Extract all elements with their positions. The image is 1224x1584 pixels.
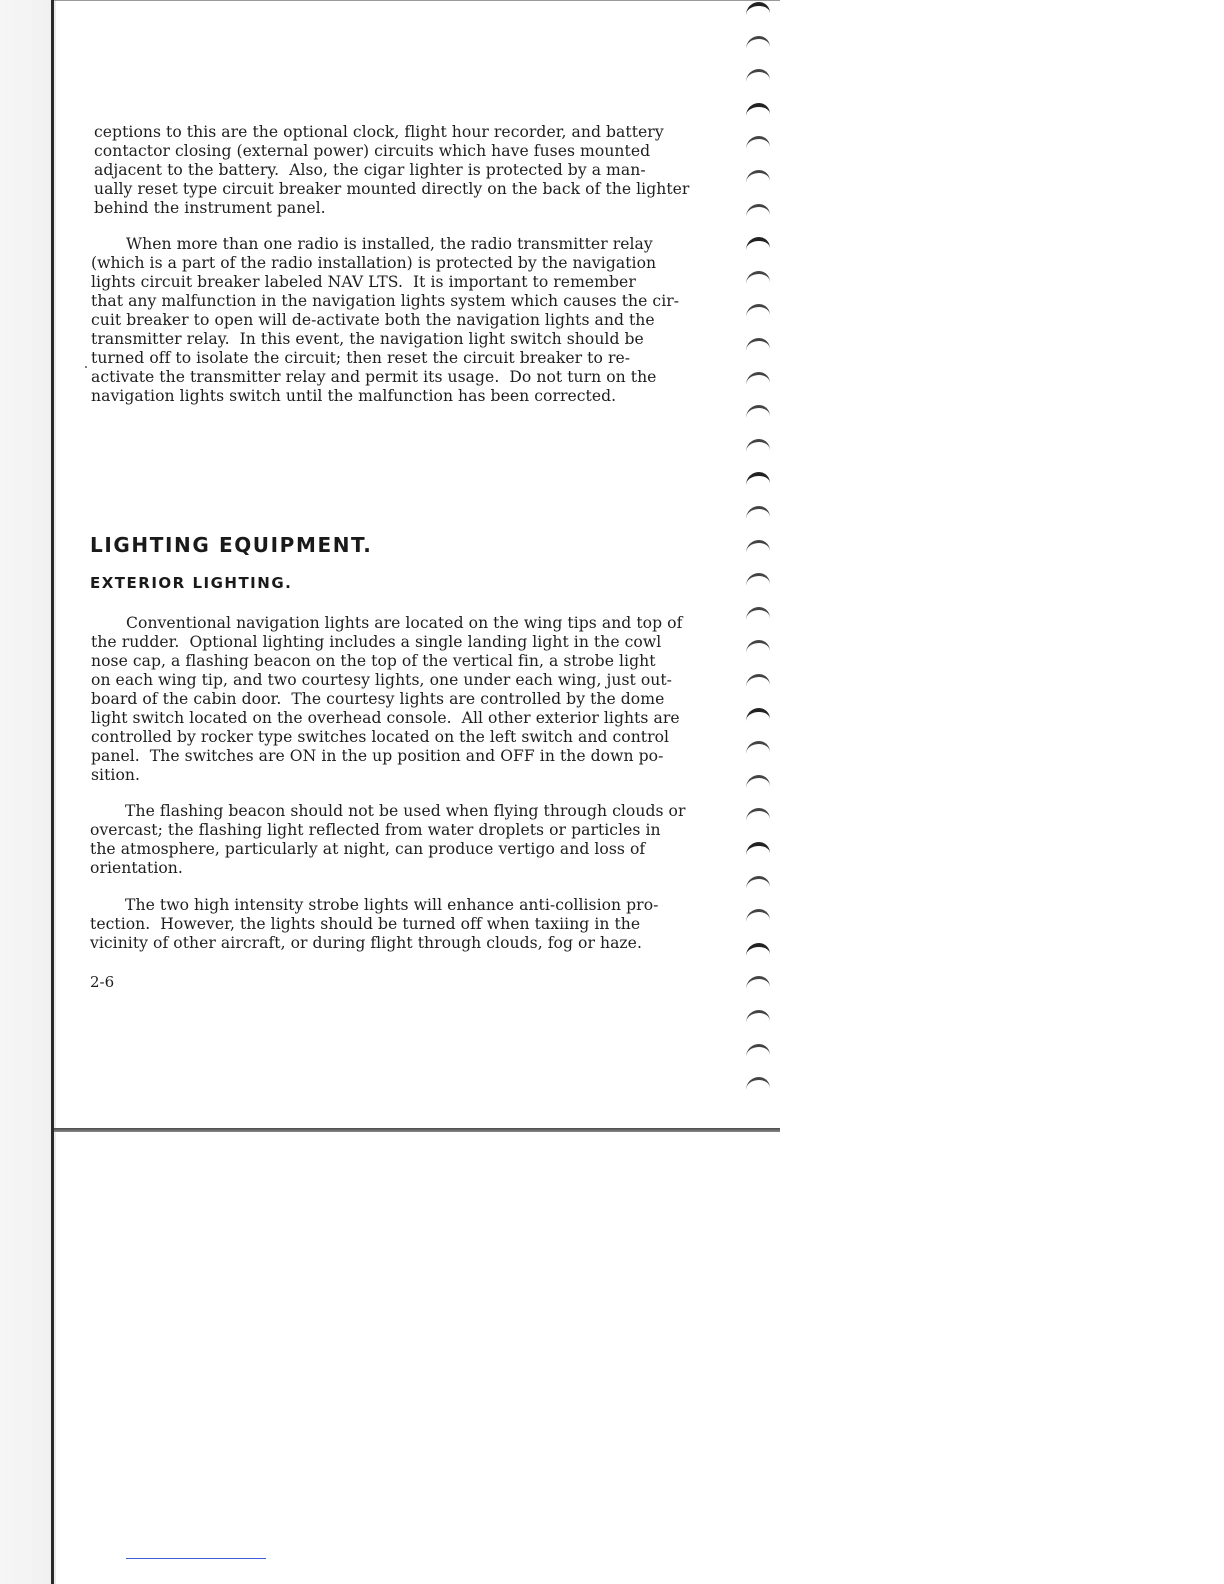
binding-ring [746,372,770,385]
spiral-binding [746,0,776,1120]
binding-ring [746,573,770,586]
paragraph-strobe-lights: The two high intensity strobe lights will enhance anti-collision pro- tection. However, the lights should be turned off when taxiing in the vicinity of other aircraft, or during flight through clouds, fog or haze. [90,896,659,952]
binding-ring [746,405,770,418]
binding-ring [746,741,770,754]
binding-ring [746,540,770,553]
binding-ring [746,271,770,284]
binding-ring [746,607,770,620]
paragraph-circuit-exceptions: ceptions to this are the optional clock, flight hour recorder, and battery contactor closing (external power) circuits which have fuses mounted adjacent to the battery. Also, the cigar lighter is protected by a man- ually reset type circuit breaker mounted directly on the back of the lighter behind the instrument panel. [94,123,690,217]
binding-ring [746,304,770,317]
binding-ring [746,69,770,82]
binding-ring [746,439,770,452]
stray-ink-mark [85,366,87,368]
binding-ring [746,976,770,989]
binding-ring [746,136,770,149]
binding-ring [746,1010,770,1023]
binding-ring [746,237,770,251]
page-top-edge [54,0,780,1]
binding-ring [746,775,770,788]
binding-ring [746,472,770,486]
binding-ring [746,842,770,856]
binding-ring [746,808,770,821]
paragraph-transmitter-relay: When more than one radio is installed, the radio transmitter relay (which is a part of the radio installation) is protected by the navigation lights circuit breaker labeled NAV LTS. It is important to remember that any malfunction in the navigation lights system which causes the cir- cuit breaker to open will de-activate both the navigation lights and the transmitter relay. In this event, the navigation light switch should be turned off to isolate the circuit; then reset the circuit breaker to re- activate the transmitter relay and permit its usage. Do not turn on the navigation lights switch until the malfunction has been corrected. [91,235,680,405]
binding-ring [746,640,770,653]
binding-ring [746,1077,770,1090]
paragraph-flashing-beacon: The flashing beacon should not be used when flying through clouds or overcast; the flashing light reflected from water droplets or particles in the atmosphere, particularly at night, can produce vertigo and loss of orientation. [90,802,686,877]
binding-ring [746,2,770,16]
page-bottom-edge [54,1128,780,1132]
footer-rule [126,1558,266,1559]
binding-ring [746,674,770,687]
section-heading-lighting-equipment: LIGHTING EQUIPMENT. [90,533,373,557]
binding-ring [746,506,770,519]
binding-ring [746,103,770,117]
binding-ring [746,909,770,922]
binding-ring [746,170,770,183]
paragraph-navigation-lights: Conventional navigation lights are located on the wing tips and top of the rudder. Optional lighting includes a single landing light in the cowl nose cap, a flashing beacon on the top of the vertical fin, a strobe light on each wing tip, and two courtesy lights, one under each wing, just out- board of the cabin door. The courtesy lights are controlled by the dome light switch located on the overhead console. All other exterior lights are controlled by rocker type switches located on the left switch and control panel. The switches are ON in the up position and OFF in the down po- sition. [91,614,683,784]
page-left-edge [51,0,54,1584]
binding-ring [746,876,770,889]
binding-ring [746,708,770,722]
binding-ring [746,1044,770,1057]
binding-ring [746,36,770,49]
subsection-heading-exterior-lighting: EXTERIOR LIGHTING. [90,574,293,592]
page-number: 2-6 [90,973,115,991]
binding-ring [746,338,770,351]
binding-ring [746,204,770,217]
scan-shading [0,0,56,1584]
binding-ring [746,943,770,957]
